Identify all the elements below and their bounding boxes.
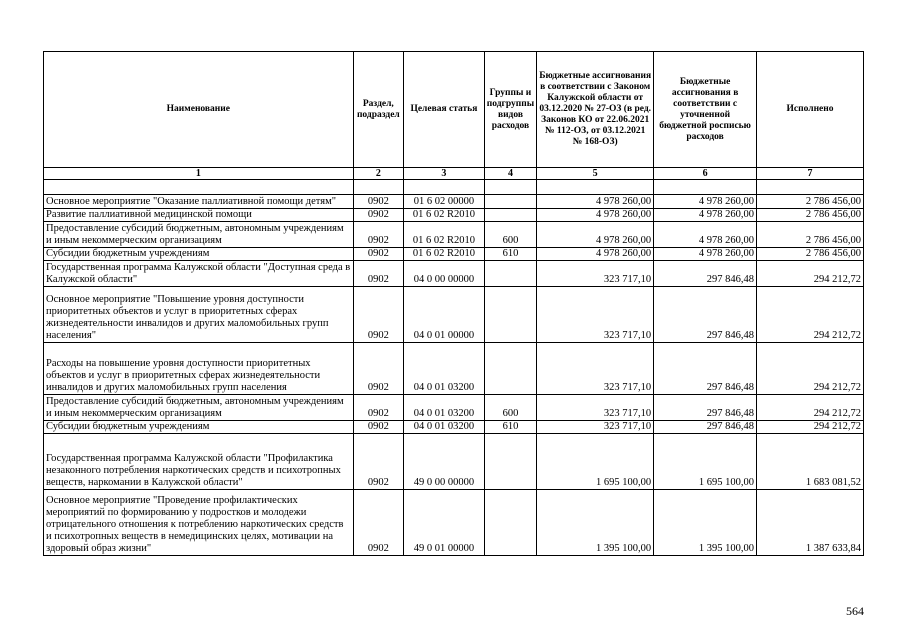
header-name: Наименование (44, 52, 354, 168)
cell-refined-amount: 4 978 260,00 (654, 222, 757, 248)
cell-law-amount: 4 978 260,00 (537, 248, 654, 261)
column-number: 6 (654, 168, 757, 180)
table-row (44, 434, 864, 490)
cell-section: 0902 (353, 287, 403, 343)
cell-executed-amount: 294 212,72 (757, 287, 864, 343)
cell-law-amount: 1 395 100,00 (537, 490, 654, 556)
cell-law-amount: 323 717,10 (537, 287, 654, 343)
spacer-row (44, 180, 864, 195)
cell-executed-amount: 294 212,72 (757, 343, 864, 395)
cell-section: 0902 (353, 343, 403, 395)
cell-law-amount: 323 717,10 (537, 421, 654, 434)
column-number: 3 (404, 168, 485, 180)
cell-law-amount: 323 717,10 (537, 395, 654, 421)
cell-law-amount: 1 695 100,00 (537, 434, 654, 490)
cell-executed-amount: 294 212,72 (757, 421, 864, 434)
cell-group (484, 490, 536, 556)
header-done: Исполнено (757, 52, 864, 168)
cell-name: Субсидии бюджетным учреждениям (44, 421, 354, 434)
cell-article: 01 6 02 00000 (404, 195, 485, 209)
cell-executed-amount: 2 786 456,00 (757, 222, 864, 248)
cell-refined-amount: 297 846,48 (654, 395, 757, 421)
cell-group: 610 (484, 421, 536, 434)
cell-refined-amount: 297 846,48 (654, 261, 757, 287)
cell-name: Субсидии бюджетным учреждениям (44, 248, 354, 261)
column-number: 5 (537, 168, 654, 180)
cell-refined-amount: 4 978 260,00 (654, 248, 757, 261)
header-refined: Бюджетные ассигнования в соответствии с уточненной бюджетной росписью расходов (654, 52, 757, 168)
table-row (44, 287, 864, 343)
cell-name: Предоставление субсидий бюджетным, автономным учреждениям и иным некоммерческим организациям (44, 395, 354, 421)
cell-name: Основное мероприятие "Оказание паллиативной помощи детям" (44, 195, 354, 209)
cell-group (484, 343, 536, 395)
cell-group (484, 261, 536, 287)
cell-article: 49 0 00 00000 (404, 434, 485, 490)
cell-section: 0902 (353, 222, 403, 248)
cell-law-amount: 323 717,10 (537, 343, 654, 395)
table-row (44, 421, 864, 434)
cell-name: Государственная программа Калужской области "Профилактика незаконного потребления наркотических средств и психотропных веществ, наркомании в Калужской области" (44, 434, 354, 490)
table-row (44, 395, 864, 421)
cell-name: Государственная программа Калужской области "Доступная среда в Калужской области" (44, 261, 354, 287)
cell-name: Основное мероприятие "Проведение профилактических мероприятий по формированию у подростков и молодежи отрицательного отношения к потреблению наркотических средств и психотропных веществ в немедицинских целях, мотивации на здоровый образ жизни" (44, 490, 354, 556)
cell-section: 0902 (353, 195, 403, 209)
cell-refined-amount: 1 695 100,00 (654, 434, 757, 490)
cell-group (484, 434, 536, 490)
cell-name: Предоставление субсидий бюджетным, автономным учреждениям и иным некоммерческим организациям (44, 222, 354, 248)
column-number: 4 (484, 168, 536, 180)
table-row (44, 490, 864, 556)
cell-section: 0902 (353, 395, 403, 421)
table-row (44, 222, 864, 248)
cell-refined-amount: 297 846,48 (654, 421, 757, 434)
cell-group (484, 195, 536, 209)
table-row (44, 209, 864, 222)
cell-law-amount: 4 978 260,00 (537, 209, 654, 222)
cell-refined-amount: 297 846,48 (654, 343, 757, 395)
cell-article: 01 6 02 R2010 (404, 209, 485, 222)
budget-table (43, 51, 864, 556)
cell-law-amount: 323 717,10 (537, 261, 654, 287)
cell-article: 04 0 01 03200 (404, 421, 485, 434)
cell-name: Развитие паллиативной медицинской помощи (44, 209, 354, 222)
column-number: 7 (757, 168, 864, 180)
cell-article: 04 0 01 00000 (404, 287, 485, 343)
header-section: Раздел, подраздел (353, 52, 403, 168)
cell-executed-amount: 294 212,72 (757, 261, 864, 287)
cell-refined-amount: 1 395 100,00 (654, 490, 757, 556)
cell-group: 600 (484, 222, 536, 248)
cell-section: 0902 (353, 209, 403, 222)
cell-section: 0902 (353, 248, 403, 261)
cell-article: 04 0 00 00000 (404, 261, 485, 287)
table-row (44, 248, 864, 261)
cell-executed-amount: 294 212,72 (757, 395, 864, 421)
cell-refined-amount: 297 846,48 (654, 287, 757, 343)
cell-section: 0902 (353, 434, 403, 490)
table-row (44, 261, 864, 287)
cell-name: Основное мероприятие "Повышение уровня доступности приоритетных объектов и услуг в приоритетных сферах жизнедеятельности инвалидов и других маломобильных групп населения" (44, 287, 354, 343)
cell-section: 0902 (353, 490, 403, 556)
cell-law-amount: 4 978 260,00 (537, 195, 654, 209)
table-row (44, 343, 864, 395)
column-number-row (44, 168, 864, 180)
cell-group (484, 287, 536, 343)
cell-executed-amount: 1 387 633,84 (757, 490, 864, 556)
cell-group: 610 (484, 248, 536, 261)
table-row (44, 195, 864, 209)
cell-article: 49 0 01 00000 (404, 490, 485, 556)
cell-group: 600 (484, 395, 536, 421)
cell-executed-amount: 2 786 456,00 (757, 248, 864, 261)
column-number: 2 (353, 168, 403, 180)
cell-executed-amount: 2 786 456,00 (757, 209, 864, 222)
cell-refined-amount: 4 978 260,00 (654, 209, 757, 222)
cell-article: 04 0 01 03200 (404, 395, 485, 421)
page-number: 564 (846, 604, 864, 618)
cell-executed-amount: 2 786 456,00 (757, 195, 864, 209)
cell-section: 0902 (353, 421, 403, 434)
cell-article: 01 6 02 R2010 (404, 248, 485, 261)
header-groups: Группы и подгруппы видов расходов (484, 52, 536, 168)
cell-article: 01 6 02 R2010 (404, 222, 485, 248)
cell-law-amount: 4 978 260,00 (537, 222, 654, 248)
header-article: Целевая статья (404, 52, 485, 168)
cell-refined-amount: 4 978 260,00 (654, 195, 757, 209)
cell-executed-amount: 1 683 081,52 (757, 434, 864, 490)
cell-article: 04 0 01 03200 (404, 343, 485, 395)
column-number: 1 (44, 168, 354, 180)
cell-group (484, 209, 536, 222)
cell-name: Расходы на повышение уровня доступности приоритетных объектов и услуг в приоритетных сферах жизнедеятельности инвалидов и других маломобильных групп населения (44, 343, 354, 395)
cell-section: 0902 (353, 261, 403, 287)
header-row (44, 52, 864, 168)
header-law: Бюджетные ассигнования в соответствии с Законом Калужской области от 03.12.2020 № 27-ОЗ (в ред. Законов КО от 22.06.2021 № 112-ОЗ, от 03.12.2021 № 168-ОЗ) (537, 52, 654, 168)
